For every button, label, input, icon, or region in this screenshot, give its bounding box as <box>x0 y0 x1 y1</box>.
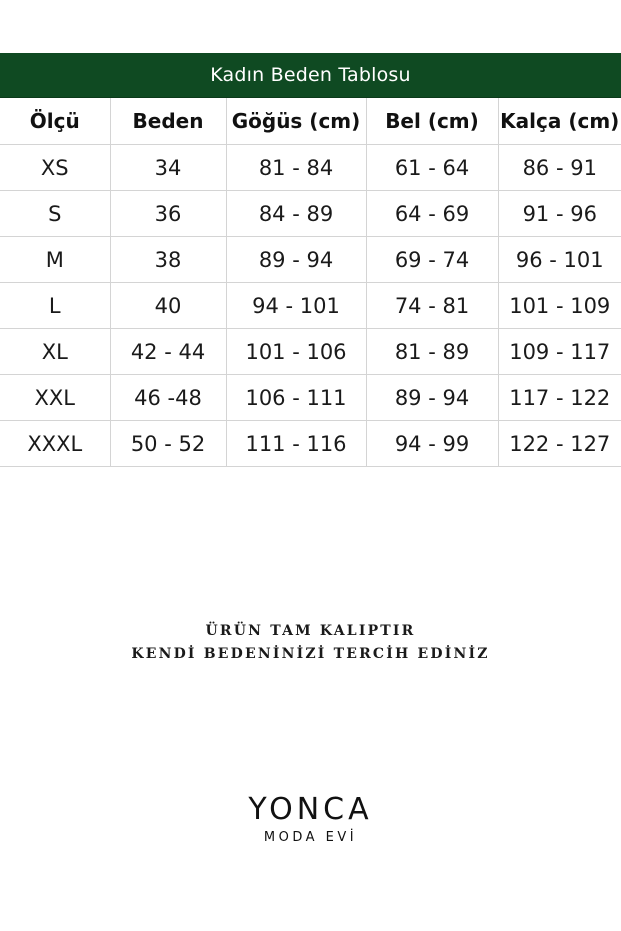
cell-waist: 81 - 89 <box>366 329 498 375</box>
cell-waist: 74 - 81 <box>366 283 498 329</box>
fit-notice <box>0 620 621 666</box>
header-body-size: Beden <box>110 98 226 145</box>
table-row <box>0 237 621 283</box>
table-row <box>0 191 621 237</box>
cell-body-size: 46 -48 <box>110 375 226 421</box>
cell-chest: 106 - 111 <box>226 375 366 421</box>
cell-waist: 61 - 64 <box>366 145 498 191</box>
cell-body-size: 50 - 52 <box>110 421 226 467</box>
header-chest: Göğüs (cm) <box>226 98 366 145</box>
cell-size-label: XXL <box>0 375 110 421</box>
cell-size-label: L <box>0 283 110 329</box>
table-row <box>0 375 621 421</box>
size-chart-table <box>0 98 621 467</box>
cell-body-size: 38 <box>110 237 226 283</box>
cell-hip: 96 - 101 <box>498 237 621 283</box>
cell-hip: 122 - 127 <box>498 421 621 467</box>
brand-name: YONCA <box>248 792 373 827</box>
cell-chest: 84 - 89 <box>226 191 366 237</box>
cell-size-label: M <box>0 237 110 283</box>
cell-hip: 109 - 117 <box>498 329 621 375</box>
header-size-label: Ölçü <box>0 98 110 145</box>
table-row <box>0 329 621 375</box>
size-chart-title: Kadın Beden Tablosu <box>210 64 411 86</box>
size-chart-title-bar <box>0 53 621 98</box>
cell-waist: 89 - 94 <box>366 375 498 421</box>
cell-body-size: 40 <box>110 283 226 329</box>
cell-waist: 64 - 69 <box>366 191 498 237</box>
cell-body-size: 42 - 44 <box>110 329 226 375</box>
fit-notice-line-2: KENDİ BEDENİNİZİ TERCİH EDİNİZ <box>131 646 490 662</box>
cell-waist: 94 - 99 <box>366 421 498 467</box>
cell-size-label: XL <box>0 329 110 375</box>
cell-size-label: XXXL <box>0 421 110 467</box>
cell-hip: 101 - 109 <box>498 283 621 329</box>
table-row <box>0 283 621 329</box>
cell-chest: 101 - 106 <box>226 329 366 375</box>
cell-size-label: S <box>0 191 110 237</box>
cell-body-size: 36 <box>110 191 226 237</box>
table-header-row <box>0 98 621 145</box>
cell-hip: 86 - 91 <box>498 145 621 191</box>
cell-chest: 94 - 101 <box>226 283 366 329</box>
cell-chest: 111 - 116 <box>226 421 366 467</box>
brand-subtitle: MODA EVİ <box>263 830 358 845</box>
table-row <box>0 421 621 467</box>
cell-chest: 89 - 94 <box>226 237 366 283</box>
cell-size-label: XS <box>0 145 110 191</box>
cell-chest: 81 - 84 <box>226 145 366 191</box>
header-waist: Bel (cm) <box>366 98 498 145</box>
table-row <box>0 145 621 191</box>
brand-logo <box>0 793 621 847</box>
cell-hip: 91 - 96 <box>498 191 621 237</box>
cell-body-size: 34 <box>110 145 226 191</box>
fit-notice-line-1: ÜRÜN TAM KALIPTIR <box>205 623 416 639</box>
cell-hip: 117 - 122 <box>498 375 621 421</box>
cell-waist: 69 - 74 <box>366 237 498 283</box>
header-hip: Kalça (cm) <box>498 98 621 145</box>
